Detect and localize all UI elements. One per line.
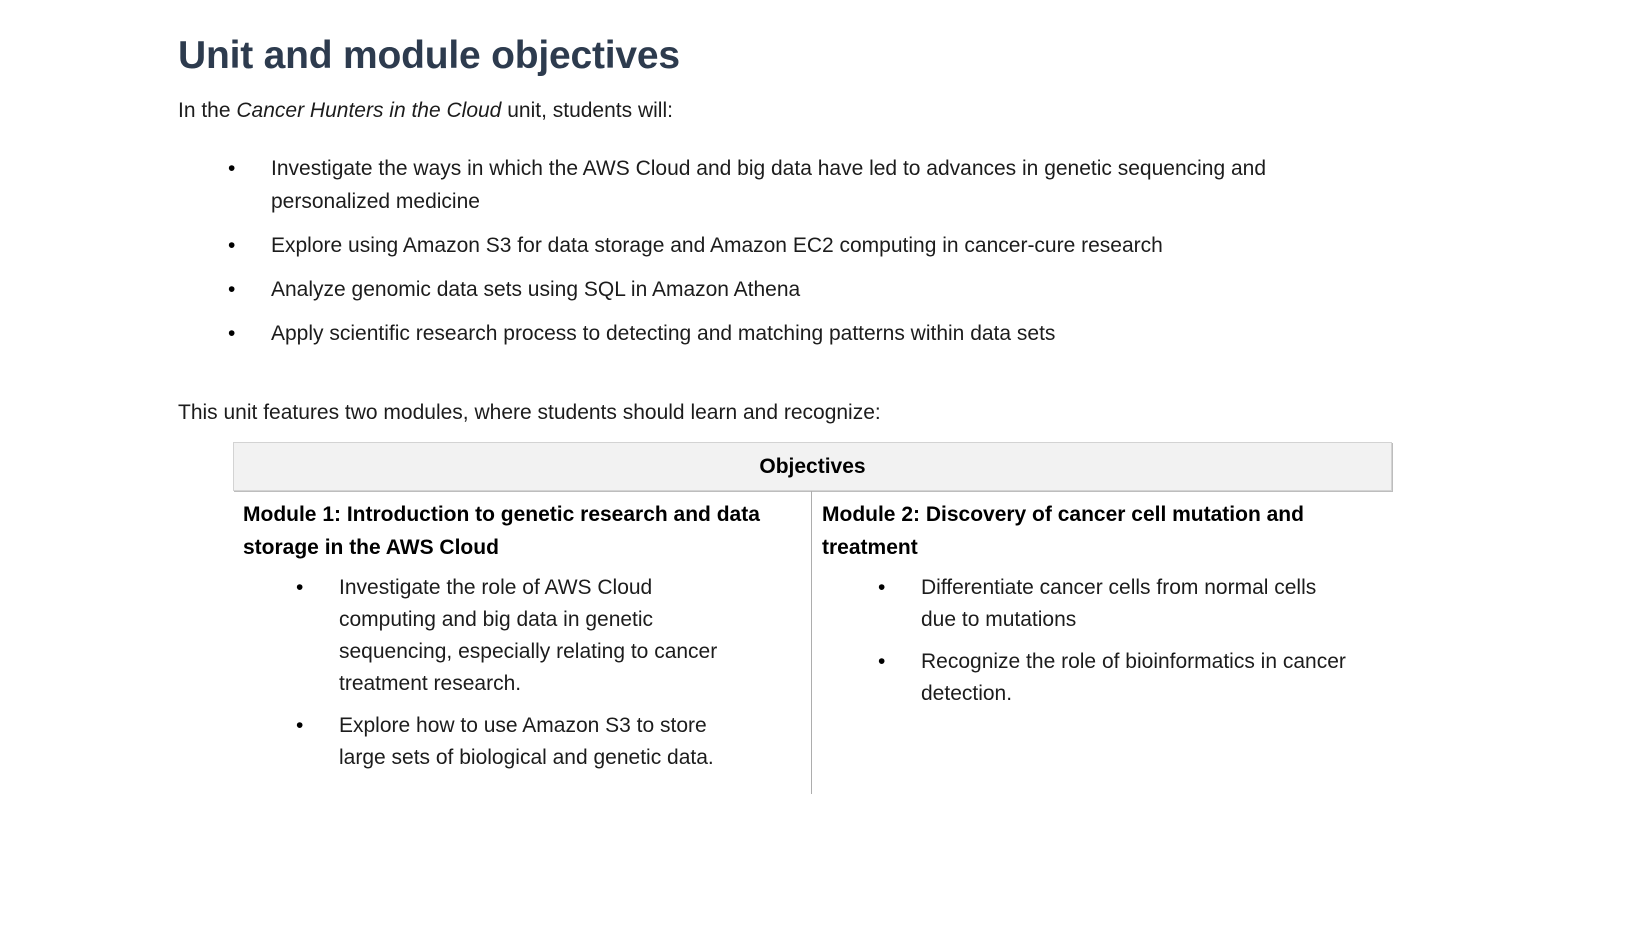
module-1-cell	[233, 491, 812, 794]
objectives-table	[233, 442, 1392, 794]
document-page	[0, 34, 1625, 933]
module-2-list	[878, 572, 1381, 710]
intro-paragraph	[178, 94, 1625, 127]
module-1-list	[296, 572, 801, 774]
modules-intro-paragraph: This unit features two modules, where students should learn and recognize:	[178, 400, 881, 424]
module-2-cell	[812, 491, 1391, 794]
list-item: • Analyze genomic data sets using SQL in Amazon Athena	[228, 273, 1368, 306]
unit-name-italic: Cancer Hunters in the Cloud	[236, 98, 502, 122]
list-item-text: Recognize the role of bioinformatics in cancer detection.	[921, 649, 1346, 705]
list-item: • Apply scientific research process to detecting and matching patterns within data sets	[228, 317, 1368, 350]
module-2-title: Module 2: Discovery of cancer cell mutation and treatment	[822, 502, 1304, 559]
list-item-text: Differentiate cancer cells from normal cells due to mutations	[921, 575, 1317, 631]
list-item	[296, 572, 729, 700]
list-item-text: Investigate the role of AWS Cloud computing and big data in genetic sequencing, especially relating to cancer treatment research.	[339, 575, 718, 695]
list-item: • Explore using Amazon S3 for data storage and Amazon EC2 computing in cancer-cure research	[228, 229, 1368, 262]
objectives-table-header: Objectives	[233, 442, 1392, 491]
page-title: Unit and module objectives	[178, 34, 680, 77]
module-1-title: Module 1: Introduction to genetic research and data storage in the AWS Cloud	[243, 502, 760, 559]
unit-objectives-list	[228, 152, 1625, 350]
list-item-text: Explore how to use Amazon S3 to store large sets of biological and genetic data.	[339, 713, 714, 769]
intro-suffix: unit, students will:	[501, 98, 673, 122]
list-item	[296, 710, 729, 774]
list-item: • Investigate the ways in which the AWS Cloud and big data have led to advances in genetic sequencing and personalized medicine	[228, 152, 1368, 218]
list-item	[878, 646, 1351, 710]
objectives-table-body	[233, 491, 1392, 794]
intro-prefix: In the	[178, 98, 237, 122]
list-item	[878, 572, 1351, 636]
